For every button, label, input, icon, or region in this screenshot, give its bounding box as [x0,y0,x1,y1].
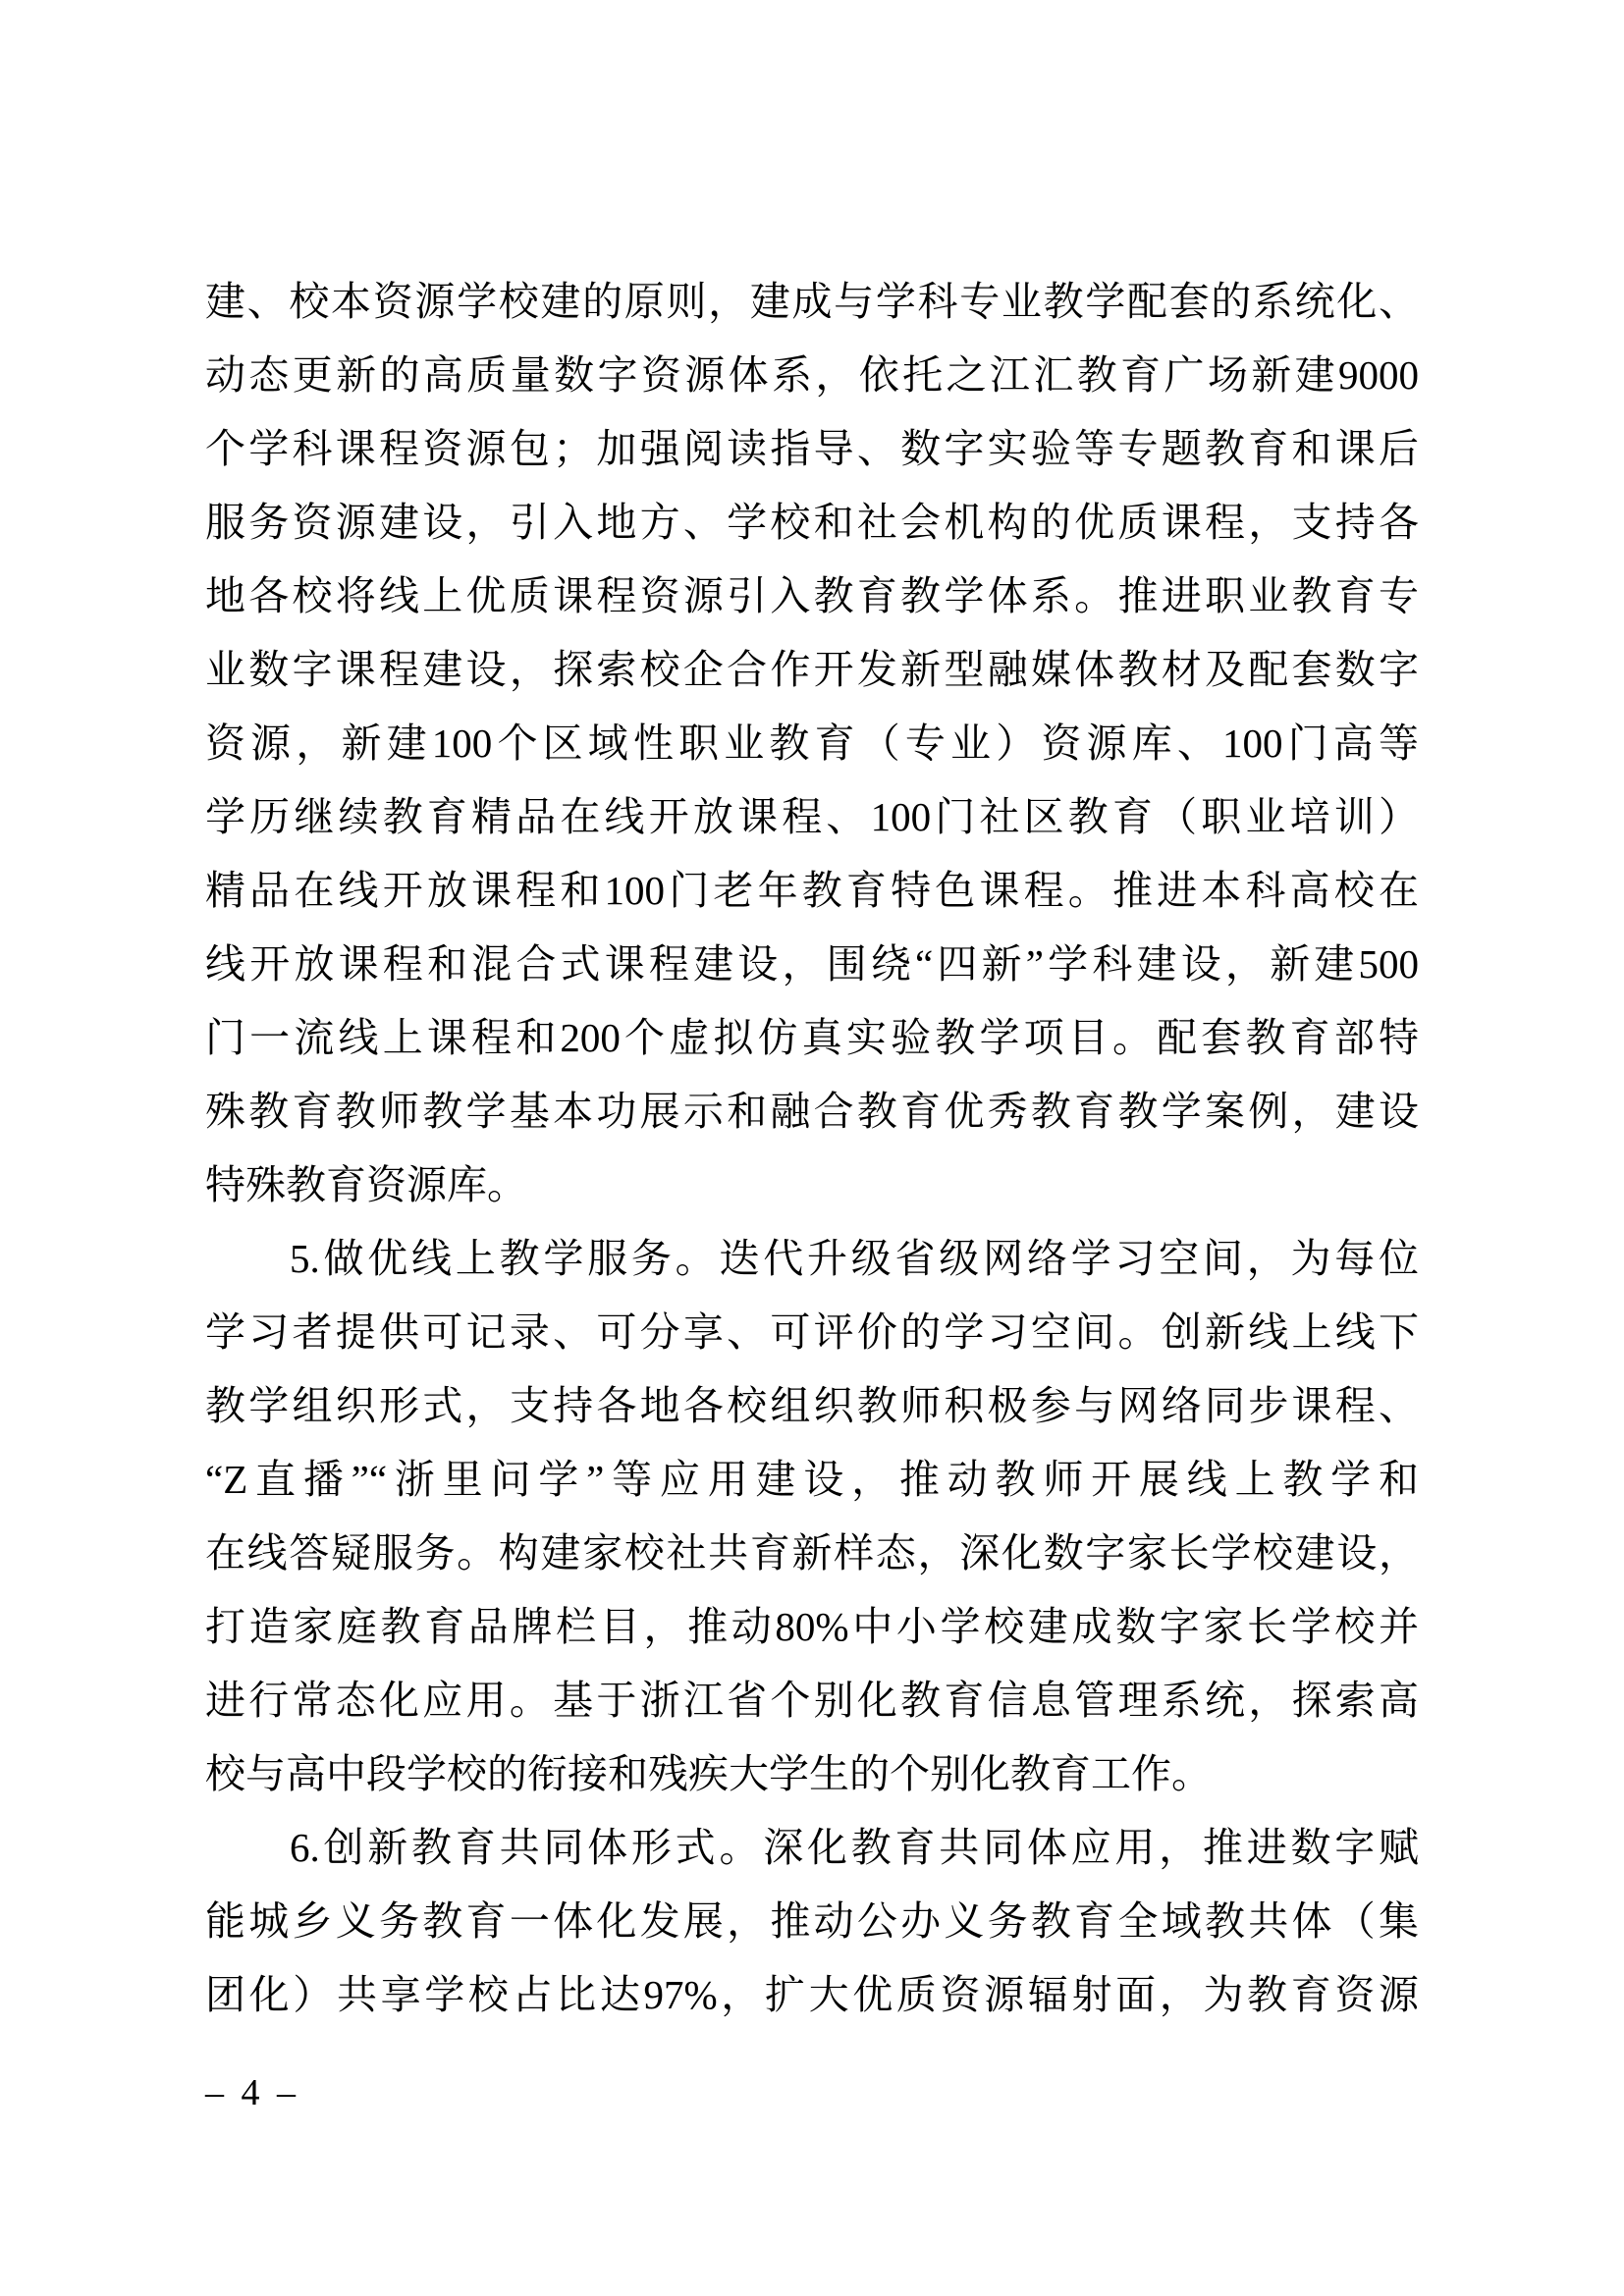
body-line: 个学科课程资源包；加强阅读指导、数字实验等专题教育和课后 [205,426,1419,471]
body-line-paragraph-start: 5.做优线上教学服务。迭代升级省级网络学习空间，为每位 [290,1236,1419,1281]
body-line: 精品在线开放课程和100门老年教育特色课程。推进本科高校在 [205,868,1419,913]
body-line: 教学组织形式，支持各地各校组织教师积极参与网络同步课程、 [205,1383,1419,1428]
body-line: 殊教育教师教学基本功展示和融合教育优秀教育教学案例，建设 [205,1089,1419,1134]
body-line: 能城乡义务教育一体化发展，推动公办义务教育全域教共体（集 [205,1898,1419,1944]
body-line: 打造家庭教育品牌栏目，推动80%中小学校建成数字家长学校并 [205,1604,1419,1649]
body-line-paragraph-end: 特殊教育资源库。 [205,1162,527,1207]
body-line: 团化）共享学校占比达97%，扩大优质资源辐射面，为教育资源 [205,1972,1419,2017]
body-line: 学历继续教育精品在线开放课程、100门社区教育（职业培训） [205,794,1419,839]
body-line: 动态更新的高质量数字资源体系，依托之江汇教育广场新建9000 [205,352,1419,398]
document-body [205,265,1419,2032]
body-line: 地各校将线上优质课程资源引入教育教学体系。推进职业教育专 [205,573,1419,618]
body-line: 建、校本资源学校建的原则，建成与学科专业教学配套的系统化、 [205,279,1419,324]
body-line: 学习者提供可记录、可分享、可评价的学习空间。创新线上线下 [205,1309,1419,1355]
body-line: 进行常态化应用。基于浙江省个别化教育信息管理系统，探索高 [205,1678,1419,1723]
body-line: 门一流线上课程和200个虚拟仿真实验教学项目。配套教育部特 [205,1015,1419,1060]
page-number: – 4 – [205,2072,296,2113]
body-line: 在线答疑服务。构建家校社共育新样态，深化数字家长学校建设， [205,1530,1419,1575]
body-line-paragraph-end: 校与高中段学校的衔接和残疾大学生的个别化教育工作。 [205,1751,1212,1796]
body-line: “Z直播”“浙里问学”等应用建设，推动教师开展线上教学和 [205,1457,1419,1502]
body-line: 资源，新建100个区域性职业教育（专业）资源库、100门高等 [205,721,1419,766]
body-line: 线开放课程和混合式课程建设，围绕“四新”学科建设，新建500 [205,941,1419,987]
body-line: 业数字课程建设，探索校企合作开发新型融媒体教材及配套数字 [205,647,1419,692]
body-line: 服务资源建设，引入地方、学校和社会机构的优质课程，支持各 [205,500,1419,545]
body-line-paragraph-start: 6.创新教育共同体形式。深化教育共同体应用，推进数字赋 [290,1825,1419,1870]
